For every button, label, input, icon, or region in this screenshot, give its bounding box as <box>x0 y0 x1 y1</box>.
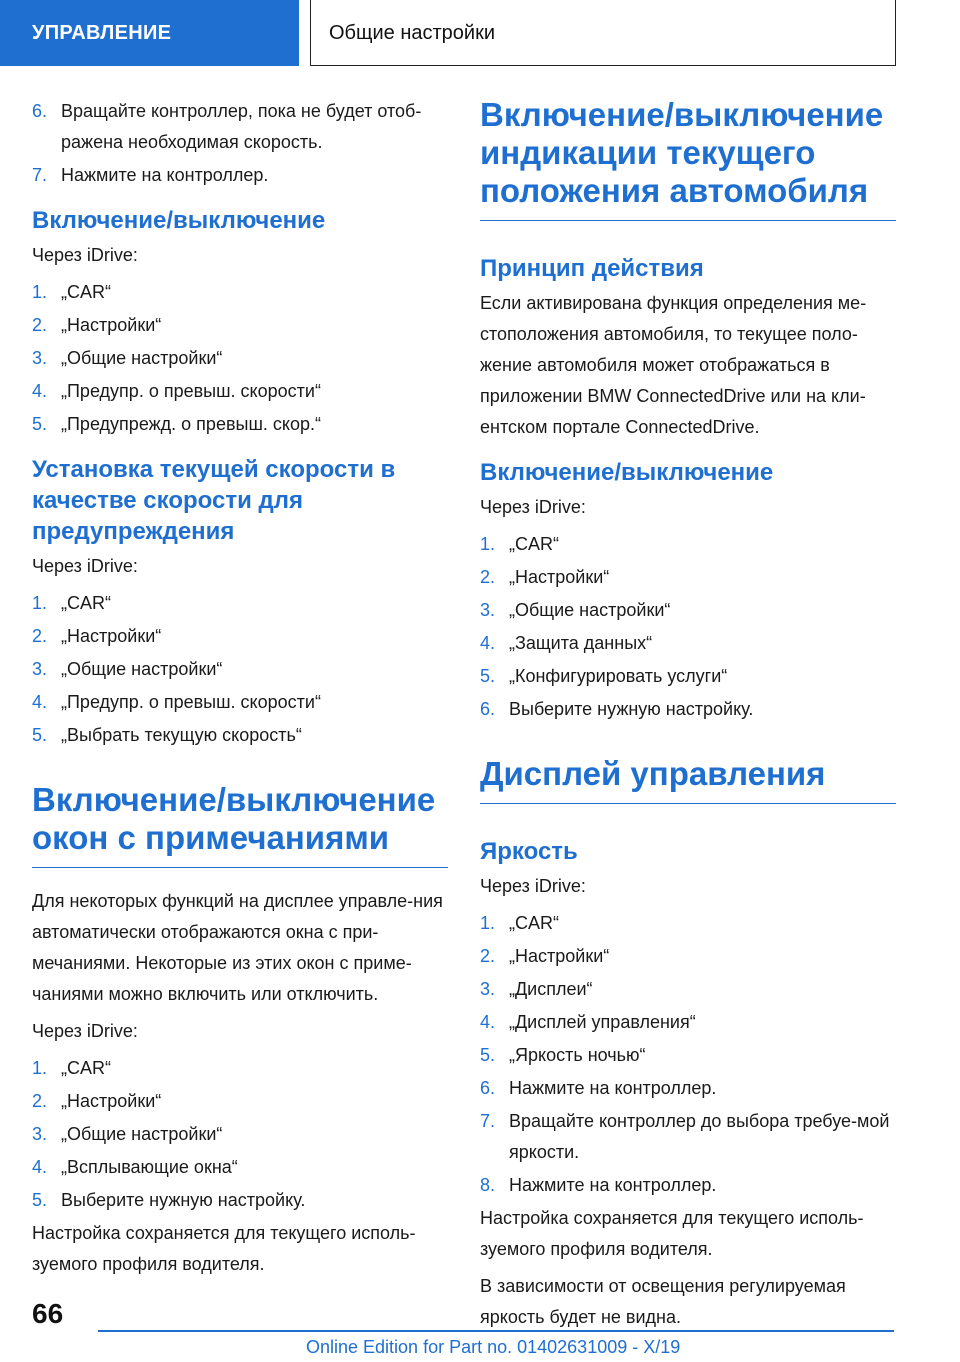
step-number: 5. <box>32 725 48 745</box>
body-text: Если активирована функция определения ме-стоположения автомобиля, то текущее поло-жение автомобиля может отображаться в приложении BMW ConnectedDrive или на кли-ентском портале ConnectedDrive. <box>480 293 867 437</box>
list-item <box>480 529 896 560</box>
intro-steps <box>32 96 448 191</box>
step-text: „Всплывающие окна“ <box>61 1157 238 1177</box>
step-number: 1. <box>32 593 48 613</box>
step-number: 2. <box>32 1091 48 1111</box>
list-item <box>480 941 896 972</box>
chapter-heading: Дисплей управления <box>480 755 896 804</box>
step-number: 4. <box>480 1012 496 1032</box>
via-label: Через iDrive: <box>32 556 138 576</box>
step-number: 6. <box>32 101 48 121</box>
section-heading: Установка текущей скорости в качестве скорости для предупреждения <box>32 456 396 545</box>
list-item <box>32 277 448 308</box>
step-number: 7. <box>480 1111 496 1131</box>
list-item <box>32 687 448 718</box>
list-item <box>480 908 896 939</box>
step-text: „Общие настройки“ <box>509 600 671 620</box>
step-text: Нажмите на контроллер. <box>509 1078 717 1098</box>
list-item <box>32 1053 448 1084</box>
list-item <box>480 1170 896 1201</box>
body-text: В зависимости от освещения регулируемая яркость будет не видна. <box>480 1276 846 1327</box>
step-text: „CAR“ <box>509 913 559 933</box>
step-text: „Конфигурировать услуги“ <box>509 666 728 686</box>
step-text: „Предупрежд. о превыш. скор.“ <box>61 414 321 434</box>
list-item <box>480 562 896 593</box>
step-number: 5. <box>32 1190 48 1210</box>
step-text: Выберите нужную настройку. <box>61 1190 306 1210</box>
step-number: 5. <box>32 414 48 434</box>
step-number: 4. <box>32 1157 48 1177</box>
left-column <box>32 96 448 1286</box>
step-text: „Яркость ночью“ <box>509 1045 646 1065</box>
step-text: „Предупр. о превыш. скорости“ <box>61 381 321 401</box>
list-item <box>480 974 896 1005</box>
via-label: Через iDrive: <box>32 1021 138 1041</box>
list-item <box>32 96 448 158</box>
list-item <box>480 1007 896 1038</box>
onoff-steps <box>32 277 448 440</box>
step-text: „Настройки“ <box>509 567 610 587</box>
step-number: 1. <box>480 913 496 933</box>
list-item <box>32 310 448 341</box>
step-number: 5. <box>480 1045 496 1065</box>
body-text: Для некоторых функций на дисплее управле-ния автоматически отображаются окна с при-мечаниями. Некоторые из этих окон с приме-чаниями можно включить или отключить. <box>32 891 443 1004</box>
section-heading: Включение/выключение <box>480 459 774 486</box>
step-number: 7. <box>32 165 48 185</box>
list-item <box>32 1185 448 1216</box>
list-item <box>32 654 448 685</box>
list-item <box>480 1106 896 1168</box>
step-text: Нажмите на контроллер. <box>509 1175 717 1195</box>
step-text: „CAR“ <box>509 534 559 554</box>
section-tab: Общие настройки <box>310 0 896 66</box>
step-text: „Общие настройки“ <box>61 348 223 368</box>
list-item <box>32 409 448 440</box>
step-text: „Настройки“ <box>61 1091 162 1111</box>
step-number: 1. <box>32 1058 48 1078</box>
via-label: Через iDrive: <box>32 245 138 265</box>
footer-divider <box>98 1330 894 1332</box>
page-header <box>0 0 960 66</box>
page-number: 66 <box>32 1298 64 1329</box>
list-item <box>32 720 448 751</box>
list-item <box>32 1086 448 1117</box>
list-item <box>480 1040 896 1071</box>
step-text: „Настройки“ <box>61 626 162 646</box>
body-text: Настройка сохраняется для текущего исполь-зуемого профиля водителя. <box>480 1208 864 1259</box>
step-text: Выберите нужную настройку. <box>509 699 754 719</box>
step-number: 6. <box>480 1078 496 1098</box>
list-item <box>32 376 448 407</box>
list-item <box>32 1119 448 1150</box>
step-text: Вращайте контроллер до выбора требуе-мой яркости. <box>509 1111 890 1162</box>
list-item <box>32 588 448 619</box>
via-label: Через iDrive: <box>480 876 586 896</box>
list-item <box>32 160 448 191</box>
step-text: „CAR“ <box>61 593 111 613</box>
step-text: „Дисплеи“ <box>509 979 593 999</box>
step-number: 4. <box>480 633 496 653</box>
chapter-heading: Включение/выключение окон с примечаниями <box>32 781 448 868</box>
step-number: 2. <box>32 626 48 646</box>
step-text: „Общие настройки“ <box>61 659 223 679</box>
right-column <box>480 96 896 1339</box>
step-number: 1. <box>480 534 496 554</box>
chapter-tab: УПРАВЛЕНИЕ <box>0 0 299 66</box>
step-number: 2. <box>32 315 48 335</box>
step-number: 4. <box>32 381 48 401</box>
step-text: „Дисплей управления“ <box>509 1012 696 1032</box>
step-text: „Общие настройки“ <box>61 1124 223 1144</box>
list-item <box>32 343 448 374</box>
step-number: 3. <box>32 1124 48 1144</box>
step-number: 3. <box>32 659 48 679</box>
list-item <box>32 1152 448 1183</box>
step-number: 3. <box>480 600 496 620</box>
chapter-heading: Включение/выключение индикации текущего положения автомобиля <box>480 96 896 221</box>
list-item <box>480 1073 896 1104</box>
step-number: 8. <box>480 1175 496 1195</box>
step-text: „Выбрать текущую скорость“ <box>61 725 302 745</box>
step-text: „Предупр. о превыш. скорости“ <box>61 692 321 712</box>
brightness-steps <box>480 908 896 1201</box>
step-text: „Настройки“ <box>61 315 162 335</box>
step-number: 6. <box>480 699 496 719</box>
edition-link[interactable]: Online Edition for Part no. 01402631009 - X/19 <box>306 1337 681 1357</box>
section-heading: Принцип действия <box>480 255 704 282</box>
section-heading: Яркость <box>480 838 578 865</box>
step-text: „CAR“ <box>61 1058 111 1078</box>
step-text: „CAR“ <box>61 282 111 302</box>
step-number: 4. <box>32 692 48 712</box>
list-item <box>480 694 896 725</box>
via-label: Через iDrive: <box>480 497 586 517</box>
step-number: 2. <box>480 567 496 587</box>
body-text: Настройка сохраняется для текущего исполь-зуемого профиля водителя. <box>32 1223 416 1274</box>
step-number: 1. <box>32 282 48 302</box>
notes-windows-steps <box>32 1053 448 1216</box>
step-text: „Защита данных“ <box>509 633 653 653</box>
step-number: 5. <box>480 666 496 686</box>
list-item <box>32 621 448 652</box>
list-item <box>480 628 896 659</box>
list-item <box>480 661 896 692</box>
step-text: „Настройки“ <box>509 946 610 966</box>
location-steps <box>480 529 896 725</box>
step-number: 3. <box>480 979 496 999</box>
list-item <box>480 595 896 626</box>
section-heading: Включение/выключение <box>32 207 326 234</box>
step-text: Нажмите на контроллер. <box>61 165 269 185</box>
current-speed-steps <box>32 588 448 751</box>
step-number: 2. <box>480 946 496 966</box>
step-number: 3. <box>32 348 48 368</box>
step-text: Вращайте контроллер, пока не будет отоб-ражена необходимая скорость. <box>61 101 422 152</box>
